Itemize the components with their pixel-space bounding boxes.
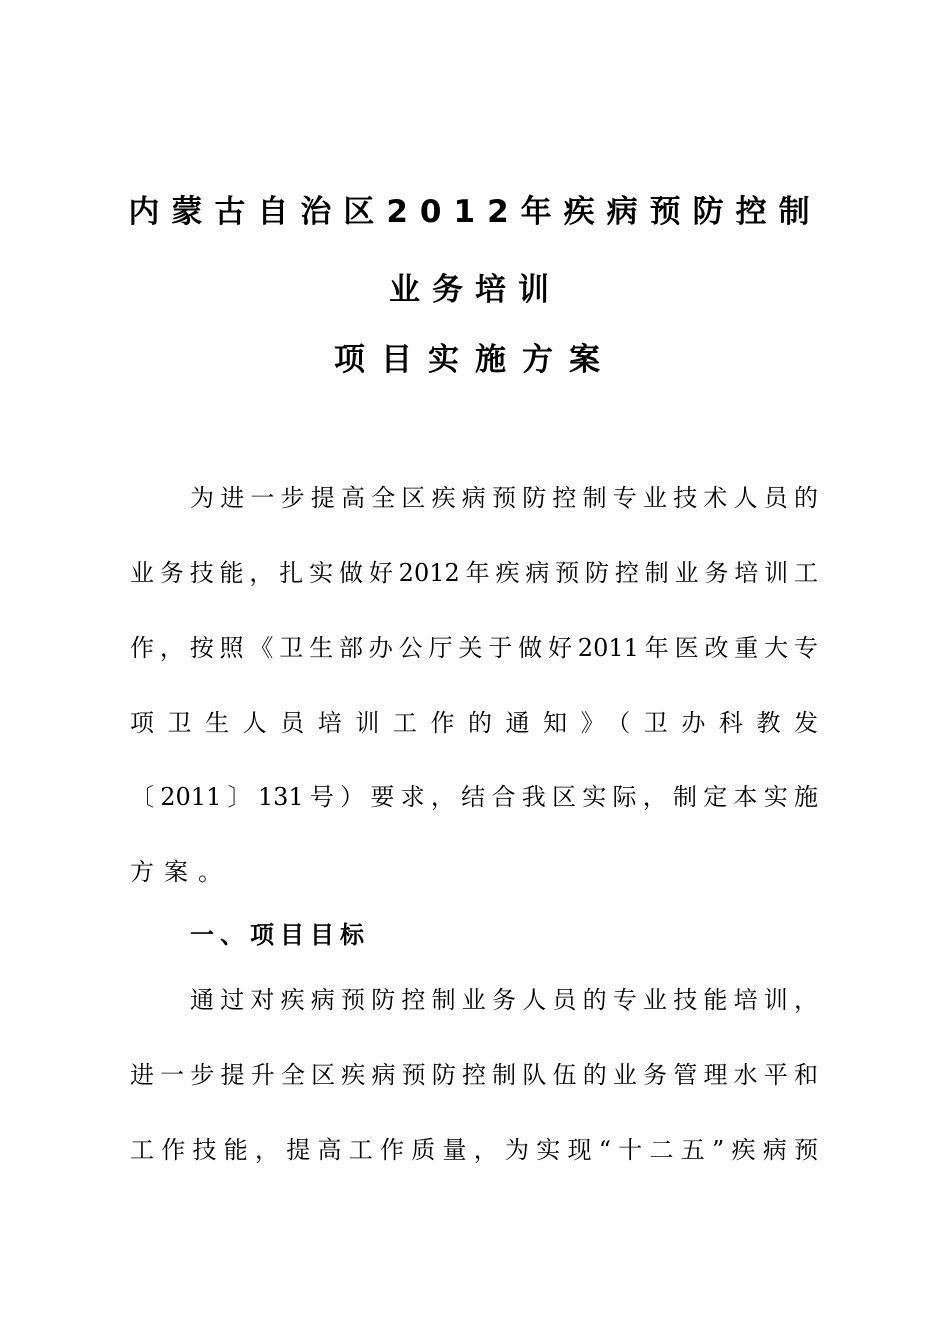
- section-1-line-3: 工作技能，提高工作质量，为实现“十二五”疾病预: [130, 1136, 818, 1164]
- section-1-heading: 一、项目目标: [190, 921, 370, 949]
- intro-line-5: 〔2011〕131号）要求，结合我区实际，制定本实施: [130, 783, 818, 811]
- section-1-line-1: 通过对疾病预防控制业务人员的专业技能培训，: [190, 986, 818, 1014]
- title-line-2: 业务培训: [389, 272, 561, 308]
- section-1-line-2: 进一步提升全区疾病预防控制队伍的业务管理水平和: [130, 1061, 818, 1089]
- intro-line-3: 作，按照《卫生部办公厅关于做好2011年医改重大专: [130, 634, 818, 662]
- intro-line-1: 为进一步提高全区疾病预防控制专业技术人员的: [190, 484, 818, 512]
- title-line-3: 项目实施方案: [334, 342, 616, 378]
- intro-line-2: 业务技能，扎实做好2012年疾病预防控制业务培训工: [130, 559, 818, 587]
- intro-line-6: 方案。: [130, 858, 232, 886]
- title-line-1: 内蒙古自治区2012年疾病预防控制: [128, 194, 822, 230]
- intro-line-4: 项卫生人员培训工作的通知》（卫办科教发: [130, 709, 818, 737]
